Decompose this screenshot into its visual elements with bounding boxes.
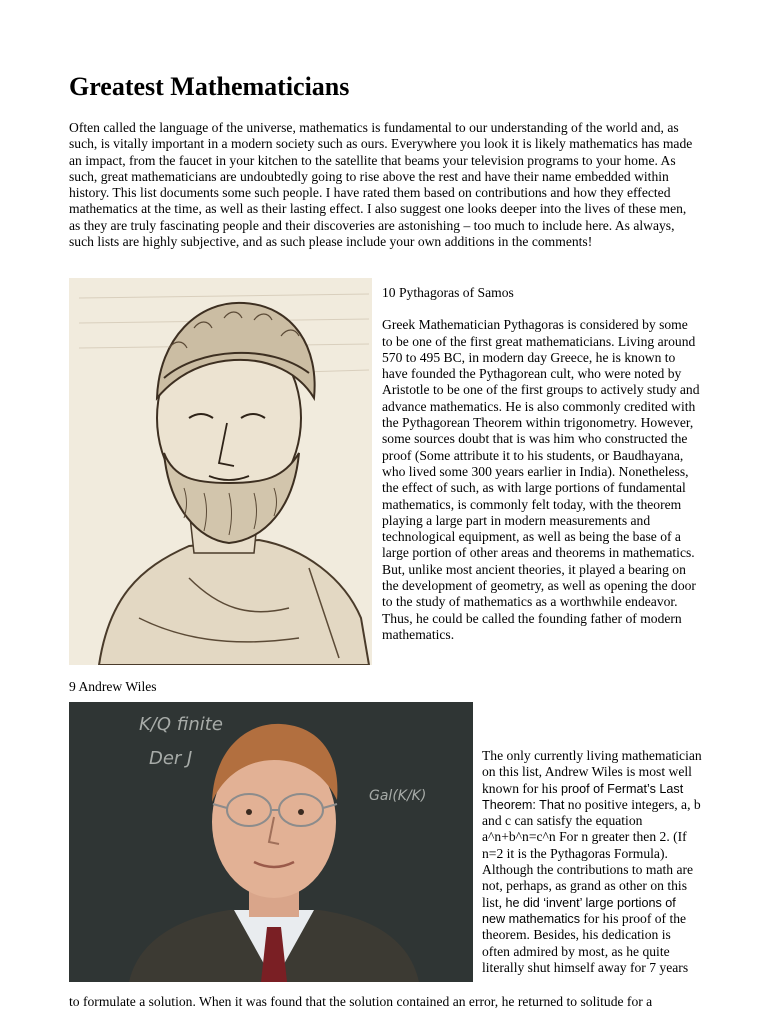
entry-body: Greek Mathematician Pythagoras is considered by some to be one of the first great mathematicians. Living around 570 to 495 BC, in modern day Greece, he is known to have founded the Pythagorean cult, who were noted by Aristotle to be one of the first groups to actively study and advance mathematics. He is also commonly credited with the Pythagorean Theorem within trigonometry. However, some sources doubt that is was him who constructed the proof (Some attribute it to his students, or Baudhayana, who lived some 300 years earlier in India). Nonetheless, the effect of such, as with large portions of fundamental mathematics, is commonly felt today, with the theorem playing a large part in modern measurements and technological equipment, as well as being the base of a large portion of other areas and theorems in mathematics. But, unlike most ancient theories, it played a bearing on the development of geometry, as well as opening the door to the study of mathematics as a worthwhile endeavor. Thus, he could be called the founding father of modern mathematics. — [382, 317, 700, 642]
entry-wiles — [482, 748, 702, 976]
pythagoras-engraving-image — [69, 278, 372, 665]
chalk-text: Gal(K/K) — [369, 788, 427, 804]
entry-body-continued: to formulate a solution. When it was found that the solution contained an error, he returned to solitude for a — [69, 994, 653, 1009]
chalk-text: K/Q finite — [139, 714, 223, 735]
entry-heading: 9 Andrew Wiles — [69, 679, 157, 694]
entry-body-part: The only currently living mathematician on this list, Andrew Wiles is most well known for his — [482, 748, 702, 796]
page-title: Greatest Mathematicians — [69, 72, 350, 101]
entry-body — [482, 748, 702, 976]
intro-paragraph: Often called the language of the universe, mathematics is fundamental to our understanding of the world and, as such, is vitally important in a modern society such as ours. Everywhere you look it is likely mathematics has made an impact, from the faucet in your kitchen to the satellite that beams your television programs to your home. As such, great mathematicians are undoubtedly going to rise above the rest and have their name embedded within history. This list documents some such people. I have rated them based on contributions and how they effected mathematics at the time, as well as their lasting effect. I also suggest one looks deeper into the lives of these men, as they are truly fascinating people and their discoveries are astonishing – too much to include here. As always, such lists are highly subjective, and as such please include your own additions in the comments! — [69, 120, 693, 250]
entry-body-part: proof of Fermat’s Last Theorem: That — [482, 781, 684, 812]
entry-pythagoras — [382, 285, 700, 643]
entry-heading: 10 Pythagoras of Samos — [382, 285, 514, 300]
entry-body-part: no positive integers, a, b and c can satisfy the equation a^n+b^n=c^n For n greater then 2. (If n=2 it is the Pythagoras Formula). Although the contributions to math are not, perhaps, as grand as other on this list, — [482, 796, 701, 910]
entry-body-part: for his proof of the theorem. Besides, his dedication is often admired by most, as he quite literally shut himself away for 7 years — [482, 910, 689, 975]
andrew-wiles-photo-image — [69, 702, 473, 982]
chalk-text: Der J — [149, 748, 193, 769]
entry-body-part: he did ‘invent’ large portions of new mathematics — [482, 895, 676, 926]
